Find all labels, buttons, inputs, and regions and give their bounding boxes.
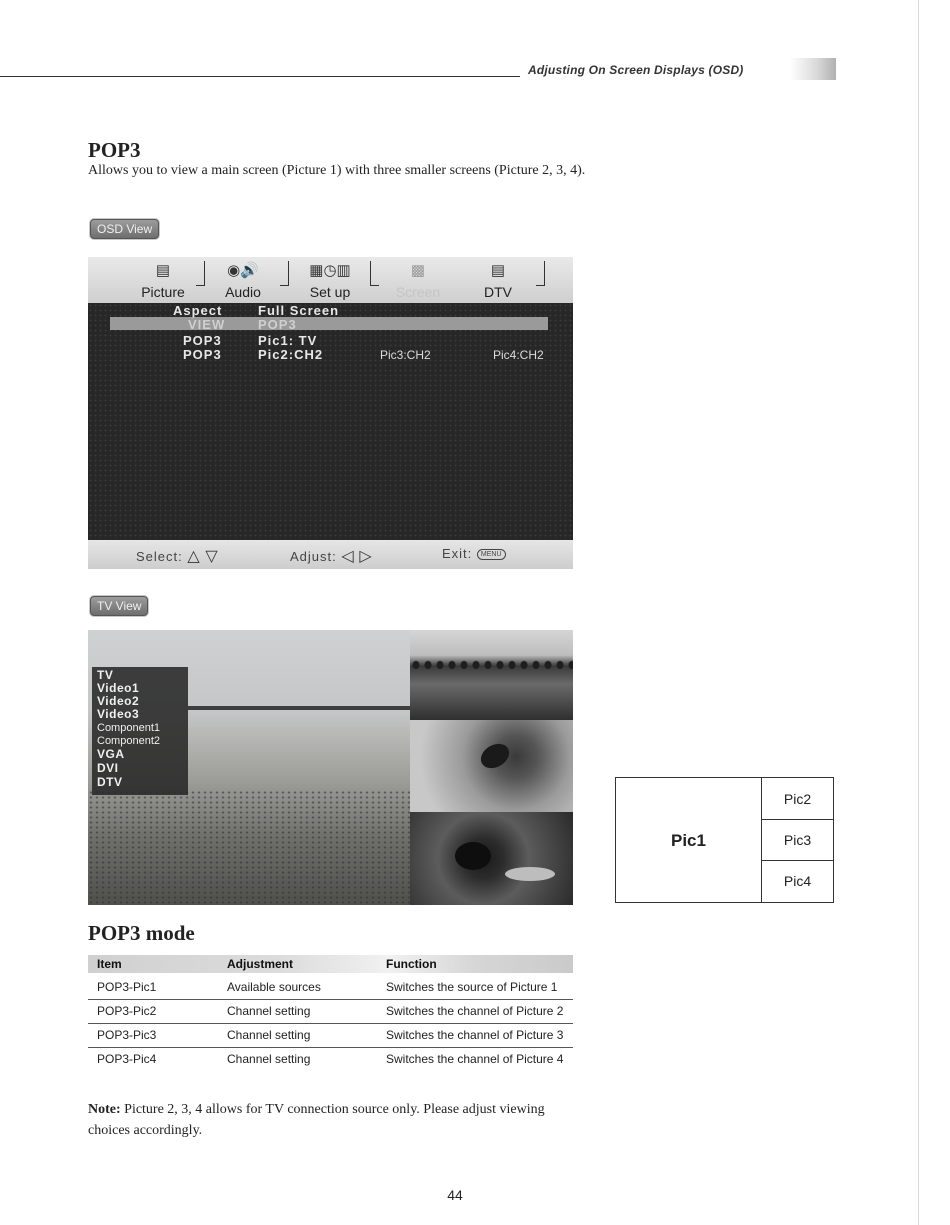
tab-dtv[interactable]: [453, 257, 543, 303]
cell-adjustment: Channel setting: [227, 1028, 311, 1042]
osd-selection-highlight: [110, 317, 548, 330]
osd-view-label[interactable]: VIEW: [188, 317, 226, 332]
pic2-label: Pic2: [783, 791, 812, 807]
tab-picture[interactable]: [118, 257, 208, 303]
tv-view-badge: TV View: [90, 596, 148, 616]
landscape-grass: [88, 790, 410, 905]
osd-aspect-value: Full Screen: [258, 303, 340, 318]
table-header: [88, 955, 573, 973]
cell-adjustment: Channel setting: [227, 1052, 311, 1066]
section-title-pop3: POP3: [88, 138, 141, 162]
exit-label: Exit:: [442, 546, 473, 561]
cell-item: POP3-Pic1: [97, 980, 157, 994]
tab-audio[interactable]: [198, 257, 288, 303]
tv-screen: [88, 630, 573, 905]
dtv-icon: ▤: [490, 262, 506, 279]
adjust-label: Adjust:: [290, 549, 337, 564]
osd-pic3-value: Pic3:CH2: [380, 348, 431, 362]
tab-label: Audio: [225, 284, 261, 300]
header-function: Function: [386, 957, 437, 971]
tab-label: Picture: [141, 284, 185, 300]
picture-icon: ▤: [155, 262, 171, 279]
page-edge: [918, 0, 919, 1225]
pop3-layout-diagram: [615, 777, 834, 903]
source-item[interactable]: TV: [97, 668, 114, 682]
pic1-label: Pic1: [671, 831, 706, 850]
table-row: [88, 1047, 573, 1071]
cell-item: POP3-Pic4: [97, 1052, 157, 1066]
up-arrow-icon: △: [187, 548, 201, 565]
select-label: Select:: [136, 549, 183, 564]
osd-footer: [88, 540, 573, 569]
header-tab-marker: [790, 58, 836, 80]
osd-tab-bar: [88, 257, 573, 303]
menu-button-icon: MENU: [477, 549, 506, 560]
bird-shape: [477, 739, 514, 773]
osd-pic4-value: Pic4:CH2: [493, 348, 544, 362]
tab-label: Set up: [309, 284, 351, 300]
table-row: [88, 1023, 573, 1048]
tab-label: Screen: [395, 284, 441, 300]
note-paragraph: [88, 1099, 588, 1141]
cell-adjustment: Available sources: [227, 980, 321, 994]
source-item[interactable]: DTV: [97, 775, 123, 789]
right-arrow-icon: ▷: [359, 548, 373, 565]
bee-shape: [455, 842, 491, 870]
tab-label: DTV: [484, 284, 512, 300]
landscape-horizon: [188, 706, 410, 710]
osd-pop3-pic1-value: Pic1: TV: [258, 333, 318, 348]
cell-item: POP3-Pic2: [97, 1004, 157, 1018]
note-label: Note:: [88, 1102, 121, 1117]
cell-function: Switches the channel of Picture 3: [386, 1028, 564, 1042]
osd-pop3-pic1-label[interactable]: POP3: [183, 333, 222, 348]
source-menu: [92, 667, 188, 795]
sub-picture-2: [410, 630, 573, 720]
table-row: [88, 975, 573, 1000]
osd-screen: [88, 257, 573, 569]
header-item: Item: [97, 957, 122, 971]
header-rule: [0, 76, 520, 77]
osd-menu-body: [88, 303, 573, 540]
section-description: Allows you to view a main screen (Picture 1) with three smaller screens (Picture 2, 3, 4).: [88, 163, 586, 178]
section-title-pop3-mode: POP3 mode: [88, 921, 195, 945]
screen-icon: ▩: [410, 262, 426, 279]
sub-picture-3: [410, 720, 573, 812]
header-adjustment: Adjustment: [227, 957, 293, 971]
pic3-label: Pic3: [783, 832, 812, 848]
source-item[interactable]: Video1: [97, 681, 140, 695]
pic-divider: [762, 819, 833, 820]
flower-shape: [505, 867, 555, 881]
osd-view-badge: OSD View: [90, 219, 159, 239]
table-row: [88, 999, 573, 1024]
tab-screen[interactable]: [373, 257, 463, 303]
tab-setup[interactable]: [285, 257, 375, 303]
cell-item: POP3-Pic3: [97, 1028, 157, 1042]
footer-select: [136, 546, 219, 566]
osd-view-value: POP3: [258, 317, 297, 332]
cell-function: Switches the source of Picture 1: [386, 980, 558, 994]
left-arrow-icon: ◁: [341, 548, 355, 565]
pic4-label: Pic4: [783, 873, 812, 889]
note-text: Picture 2, 3, 4 allows for TV connection source only. Please adjust viewing choices accordingly.: [88, 1102, 545, 1138]
header-title: Adjusting On Screen Displays (OSD): [528, 63, 744, 77]
tree-line: [410, 658, 573, 672]
cell-adjustment: Channel setting: [227, 1004, 311, 1018]
cell-function: Switches the channel of Picture 2: [386, 1004, 564, 1018]
source-item[interactable]: Component1: [97, 722, 160, 734]
osd-pop3-pic2-label[interactable]: POP3: [183, 347, 222, 362]
setup-icon: ▦◷▥: [309, 262, 351, 279]
down-arrow-icon: ▽: [205, 548, 219, 565]
osd-aspect-label[interactable]: Aspect: [173, 303, 223, 318]
footer-exit: [442, 546, 506, 561]
page-number: 44: [447, 1187, 463, 1203]
pic-divider: [762, 860, 833, 861]
audio-icon: ◉🔊: [227, 262, 259, 279]
osd-pop3-pic2-value: Pic2:CH2: [258, 347, 324, 362]
cell-function: Switches the channel of Picture 4: [386, 1052, 564, 1066]
footer-adjust: [290, 546, 373, 566]
source-item[interactable]: Component2: [97, 735, 160, 747]
sub-picture-4: [410, 812, 573, 905]
source-item[interactable]: DVI: [97, 761, 119, 775]
source-item[interactable]: Video2: [97, 694, 140, 708]
source-item[interactable]: VGA: [97, 747, 125, 761]
source-item[interactable]: Video3: [97, 707, 140, 721]
